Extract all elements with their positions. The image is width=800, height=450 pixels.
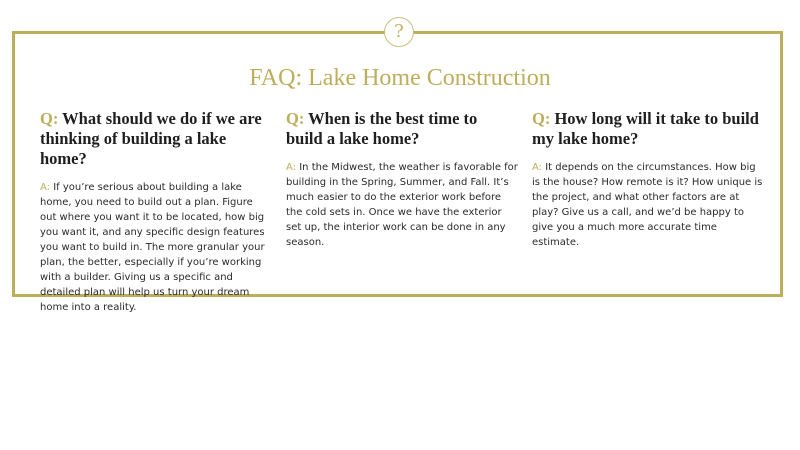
question-text: When is the best time to build a lake home?	[286, 109, 478, 148]
answer-text: In the Midwest, the weather is favorable for building in the Spring, Summer, and Fall. It’s much easier to do the exterior work before the cold sets in. Once we have the exterior set up, the interior work can be done in any season.	[286, 162, 518, 248]
faq-item-2	[286, 109, 518, 250]
faq-answer	[286, 160, 518, 250]
faq-answer	[40, 180, 272, 315]
answer-prefix: A:	[286, 162, 297, 173]
badge-symbol: ?	[394, 21, 404, 42]
question-mark-icon	[384, 17, 414, 47]
faq-answer	[532, 160, 764, 250]
faq-item-3	[532, 109, 764, 250]
answer-text: If you’re serious about building a lake home, you need to build out a plan. Figure out where you want it to be located, how big you want it, and any specific design features you want to build in. The more granular your plan, the better, especially if you’re working with a builder. Giving us a specific and detailed plan will help us turn your dream home into a reality.	[40, 182, 265, 313]
question-text: How long will it take to build my lake home?	[532, 109, 759, 148]
faq-item-1	[40, 109, 272, 315]
faq-title: FAQ: Lake Home Construction	[249, 65, 551, 91]
question-text: What should we do if we are thinking of building a lake home?	[40, 109, 262, 168]
answer-prefix: A:	[40, 182, 51, 193]
faq-question	[532, 109, 764, 149]
faq-question	[40, 109, 272, 169]
question-prefix: Q:	[286, 109, 305, 128]
answer-prefix: A:	[532, 162, 543, 173]
question-prefix: Q:	[532, 109, 551, 128]
question-prefix: Q:	[40, 109, 59, 128]
answer-text: It depends on the circumstances. How big is the house? How remote is it? How unique is the project, and what other factors are at play? Give us a call, and we’d be happy to give you a much more accurate time estimate.	[532, 162, 763, 248]
faq-question	[286, 109, 518, 149]
